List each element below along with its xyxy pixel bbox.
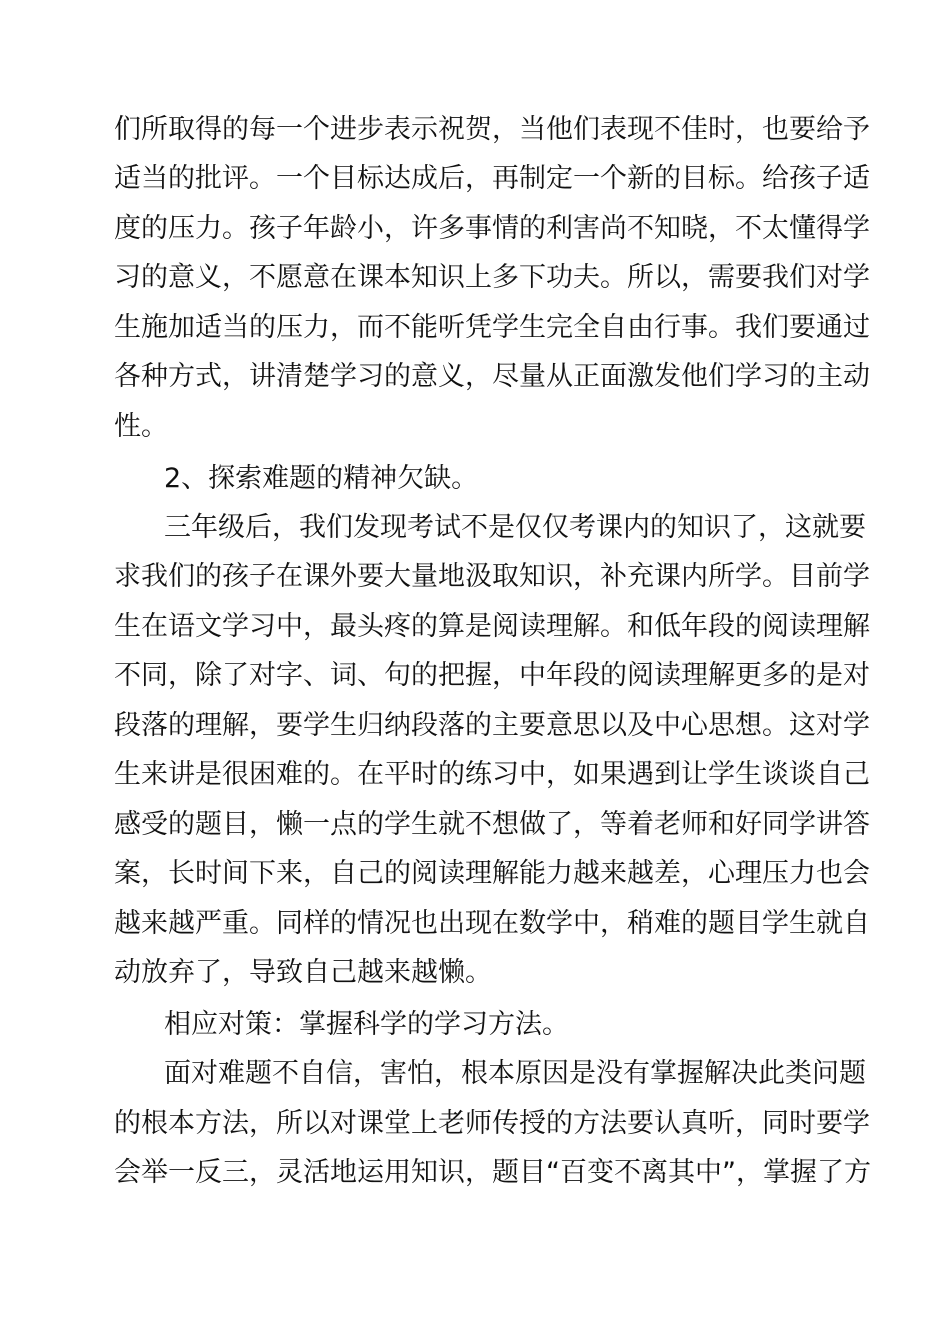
text-line: 生来讲是很困难的。在平时的练习中，如果遇到让学生谈谈自己 — [114, 759, 870, 790]
section-heading: 2、探索难题的精神欠缺。 — [164, 463, 479, 494]
text-line: 适当的批评。一个目标达成后，再制定一个新的目标。给孩子适 — [114, 163, 870, 194]
paragraph-start-line: 三年级后，我们发现考试不是仅仅考课内的知识了，这就要 — [164, 512, 866, 543]
text-line: 越来越严重。同样的情况也出现在数学中，稍难的题目学生就自 — [114, 908, 870, 939]
text-line: 性。 — [114, 411, 168, 442]
text-line: 的根本方法，所以对课堂上老师传授的方法要认真听，同时要学 — [114, 1108, 870, 1139]
text-line: 习的意义，不愿意在课本知识上多下功夫。所以，需要我们对学 — [114, 262, 870, 293]
text-line: 求我们的孩子在课外要大量地汲取知识，补充课内所学。目前学 — [114, 561, 870, 592]
text-line: 动放弃了，导致自己越来越懒。 — [114, 957, 492, 988]
text-line: 生在语文学习中，最头疼的算是阅读理解。和低年段的阅读理解 — [114, 611, 870, 642]
text-line: 生施加适当的压力，而不能听凭学生完全自由行事。我们要通过 — [114, 312, 870, 343]
strategy-heading: 相应对策：掌握科学的学习方法。 — [164, 1009, 569, 1040]
text-line: 案，长时间下来，自己的阅读理解能力越来越差，心理压力也会 — [114, 858, 870, 889]
text-line: 各种方式，讲清楚学习的意义，尽量从正面激发他们学习的主动 — [114, 361, 870, 392]
text-line: 感受的题目，懒一点的学生就不想做了，等着老师和好同学讲答 — [114, 809, 870, 840]
text-line: 会举一反三，灵活地运用知识，题目“百变不离其中”，掌握了方 — [114, 1157, 871, 1188]
text-line: 不同，除了对字、词、句的把握，中年段的阅读理解更多的是对 — [114, 660, 870, 691]
paragraph-start-line: 面对难题不自信，害怕，根本原因是没有掌握解决此类问题 — [164, 1058, 866, 1089]
text-line: 度的压力。孩子年龄小，许多事情的利害尚不知晓，不太懂得学 — [114, 213, 870, 244]
text-line: 段落的理解，要学生归纳段落的主要意思以及中心思想。这对学 — [114, 710, 870, 741]
text-line: 们所取得的每一个进步表示祝贺，当他们表现不佳时，也要给予 — [114, 114, 870, 145]
